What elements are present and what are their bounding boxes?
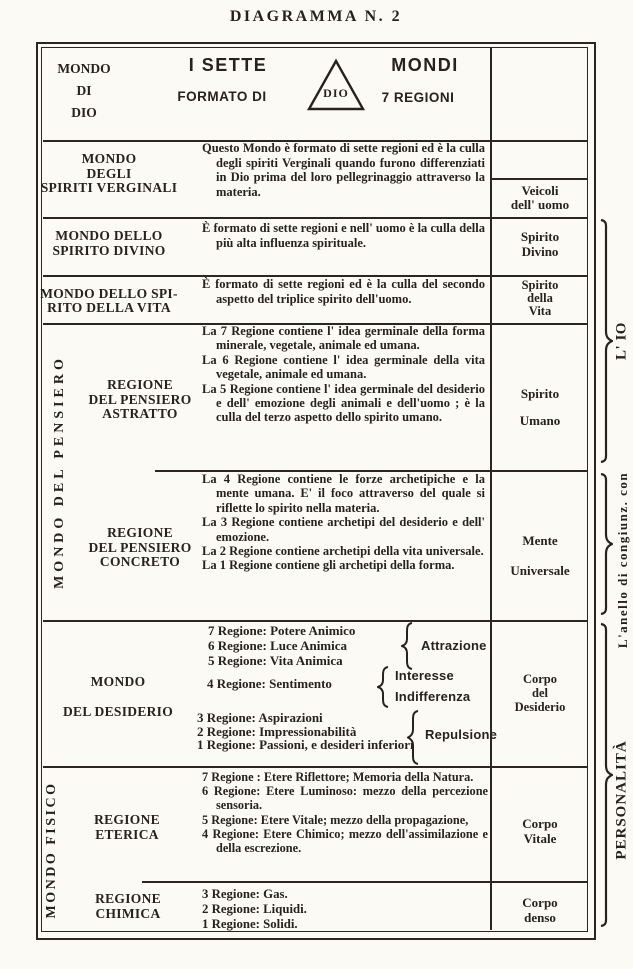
header-line: DEL PENSIERO <box>88 539 192 555</box>
cell-header-vita <box>34 287 184 315</box>
header-line: ASTRATTO <box>102 406 178 421</box>
header-line: REGIONE <box>94 812 160 827</box>
region-item: 5 Regione: Etere Vitale; mezzo della propagazione, <box>202 812 469 827</box>
vehicle-line: Umano <box>519 413 561 428</box>
cell-corpo-denso <box>491 896 589 925</box>
region-item: 2 Regione: Impressionabilità <box>197 724 357 739</box>
group-label-interesse: Interesse <box>395 668 454 683</box>
cell-header-divino <box>34 229 184 258</box>
cell-mondo-di-dio <box>44 58 124 124</box>
region-item: 5 Regione: Vita Animica <box>208 653 343 668</box>
body-paragraph: È formato di sette regioni ed è la culla del secondo aspetto del triplice spirito dell'uomo. <box>202 277 485 306</box>
cell-header-concreto <box>65 526 215 570</box>
region-item: 7 Regione: Potere Animico <box>208 623 356 638</box>
attrazione-brace-icon <box>401 622 414 670</box>
header-7-regioni: 7 REGIONI <box>381 90 455 105</box>
mondo-di-dio-line: DI <box>76 83 92 98</box>
header-formato-di: FORMATO DI <box>177 89 267 104</box>
region-item: La 5 Regione contiene l' idea germinale del desiderio e dell' emozione degli animali e dell'uomo ; è la culla del terzo aspetto dello spirito umano. <box>202 381 485 425</box>
group-label-attrazione: Attrazione <box>421 638 487 653</box>
cell-body-eterica <box>202 770 488 855</box>
cell-mente-universale <box>491 526 589 586</box>
mondo-di-dio-line: DIO <box>71 105 97 120</box>
region-item: La 3 Regione contiene archetipi del desiderio e dell' emozione. <box>202 515 485 544</box>
header-line: DEGLI <box>86 165 132 181</box>
region-item: La 7 Regione contiene l' idea germinale della forma minerale, vegetale, animale ed umana. <box>202 324 485 353</box>
cell-body-verginali <box>202 141 485 199</box>
header-line: SPIRITI VERGINALI <box>40 180 178 195</box>
margin-label-personalita: PERSONALITÀ <box>613 740 630 860</box>
veicoli-line: Veicoli <box>521 183 559 198</box>
divider-row6 <box>43 620 588 622</box>
divider-veicoli <box>490 178 588 180</box>
group-label-repulsione: Repulsione <box>425 727 498 742</box>
header-line: REGIONE <box>107 525 173 540</box>
body-paragraph: Questo Mondo è formato di sette regioni ed è la culla degli spiriti Verginali quando furono differenziati in Dio prima del loro pellegrinaggio attraverso la materia. <box>202 141 485 199</box>
region-item: 1 Regione: Solidi. <box>202 917 298 931</box>
vehicle-line: Universale <box>510 563 570 578</box>
header-line: REGIONE <box>107 377 173 392</box>
vehicle-line: Vitale <box>523 831 557 846</box>
header-line: MONDO DELLO SPI- <box>40 286 178 301</box>
region-item: La 6 Regione contiene l' idea germinale della vita vegetale, animale ed umana. <box>202 352 485 382</box>
veicoli-line: dell' uomo <box>510 197 570 212</box>
header-line: RITO DELLA VITA <box>47 300 171 315</box>
region-item: 4 Regione: Sentimento <box>207 676 332 691</box>
region-item: 3 Regione: Gas. <box>202 887 288 901</box>
header-line: DEL PENSIERO <box>88 391 192 407</box>
region-item: La 2 Regione contiene archetipi della vita universale. <box>202 544 484 559</box>
vehicle-line: Spirito <box>521 278 559 292</box>
cell-body-concreto <box>202 472 485 573</box>
side-label-mondo-fisico: MONDO FISICO <box>44 781 59 919</box>
cell-header-chimica <box>53 891 203 921</box>
cell-veicoli-uomo <box>491 184 589 212</box>
divider-row8 <box>142 881 588 883</box>
region-item: 4 Regione: Etere Chimico; mezzo dell'assimilazione e della escrezione. <box>202 826 488 856</box>
body-paragraph: È formato di sette regioni e nell' uomo è la culla della più alta influenza spirituale. <box>202 221 485 250</box>
region-item: 6 Regione: Luce Animica <box>208 638 348 653</box>
side-label-mondo-del-pensiero: MONDO DEL PENSIERO <box>52 355 67 589</box>
region-item: La 4 Regione contiene le forze archetipiche e la mente umana. E' il foco attraverso del quale si riflette lo spirito nella materia. <box>202 472 485 515</box>
cell-spirito-della-vita <box>491 279 589 317</box>
header-mondi: MONDI <box>391 55 459 75</box>
mondo-di-dio-line: MONDO <box>57 61 111 76</box>
vehicle-line: denso <box>524 909 556 925</box>
cell-header-eterica <box>52 812 202 842</box>
region-item: 3 Regione: Aspirazioni <box>197 710 323 725</box>
vehicle-line: Spirito <box>520 229 560 244</box>
cell-body-vita <box>202 277 485 306</box>
cell-body-chimica <box>202 887 488 932</box>
header-i-sette: I SETTE <box>188 55 268 75</box>
divider-right-column <box>490 47 492 930</box>
repulsione-brace-icon <box>407 710 420 765</box>
header-line: DEL DESIDERIO <box>62 704 174 719</box>
cell-header-desiderio <box>43 667 193 727</box>
margin-label-io: L' IO <box>613 322 630 360</box>
vehicle-line: Corpo <box>522 895 558 910</box>
cell-header-verginali <box>34 152 184 196</box>
vehicle-line: Corpo <box>522 816 558 831</box>
region-item: 6 Regione: Etere Luminoso: mezzo della percezione sensoria. <box>202 784 488 813</box>
header-line: REGIONE <box>95 891 161 906</box>
page-title: DIAGRAMMA N. 2 <box>229 8 403 25</box>
margin-label-anello: L'anello di congiunz. con <box>615 471 630 649</box>
cell-corpo-vitale <box>491 816 589 846</box>
anello-brace-icon <box>598 472 613 616</box>
vehicle-line: del <box>532 685 548 700</box>
vehicle-line: Desiderio <box>514 699 566 714</box>
cell-body-divino <box>202 221 485 250</box>
cell-corpo-del-desiderio <box>491 673 589 714</box>
divider-row2 <box>43 217 588 219</box>
header-line: CONCRETO <box>99 554 181 569</box>
region-item: 7 Regione : Etere Riflettore; Memoria della Natura. <box>202 770 474 784</box>
dio-triangle-icon <box>306 58 366 112</box>
cell-spirito-umano <box>491 380 589 434</box>
header-line: CHIMICA <box>95 906 161 921</box>
header-line: SPIRITO DIVINO <box>52 242 166 258</box>
vehicle-line: Corpo <box>522 672 558 686</box>
io-brace-icon <box>598 218 613 464</box>
region-item: 2 Regione: Liquidi. <box>202 902 307 916</box>
cell-body-astratto <box>202 324 485 425</box>
header-line: ETERICA <box>95 827 159 842</box>
region-item: 1 Regione: Passioni, e desideri inferiori <box>197 737 414 752</box>
vehicle-line: Spirito <box>520 386 560 401</box>
cell-header-astratto <box>65 378 215 422</box>
region-item: La 1 Regione contiene gli archetipi della forma. <box>202 558 455 573</box>
group-label-indifferenza: Indifferenza <box>395 689 471 704</box>
vehicle-line: della <box>527 290 553 305</box>
triangle-dio-label: DIO <box>323 86 349 100</box>
vehicle-line: Divino <box>521 243 559 259</box>
header-line: MONDO DELLO <box>55 228 163 243</box>
interesse-indifferenza-brace-icon <box>377 666 390 708</box>
header-line: MONDO <box>90 674 146 689</box>
personalita-brace-icon <box>598 622 613 928</box>
header-line: MONDO <box>81 151 137 166</box>
vehicle-line: Mente <box>522 533 558 548</box>
vehicle-line: Vita <box>528 303 552 318</box>
divider-row7 <box>43 766 588 768</box>
cell-spirito-divino <box>491 230 589 259</box>
